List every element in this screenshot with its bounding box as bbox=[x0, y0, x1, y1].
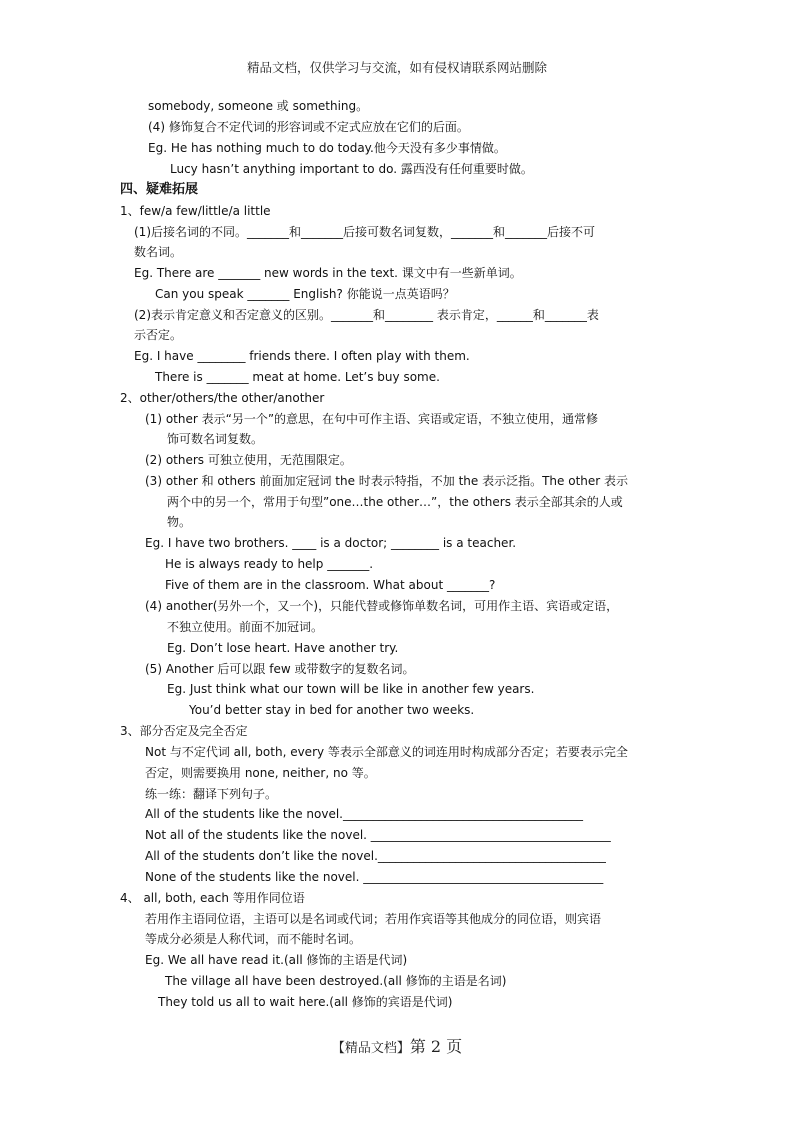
text-line: 若用作主语同位语，主语可以是名词或代词；若用作宾语等其他成分的同位语，则宾语 bbox=[145, 912, 602, 926]
subsection-heading: 1、few/a few/little/a little bbox=[120, 204, 271, 218]
text-line: Eg. Don’t lose heart. Have another try. bbox=[167, 641, 399, 655]
text-line: Eg. There are _______ new words in the text. 课文中有一些新单词。 bbox=[134, 266, 522, 280]
text-line: (3) other 和 others 前面加定冠词 the 时表示特指，不加 the 表示泛指。The other 表示 bbox=[145, 474, 629, 488]
text-line: All of the students don’t like the novel.______________________________________ bbox=[145, 849, 606, 863]
text-line: (2) others 可独立使用，无范围限定。 bbox=[145, 453, 352, 467]
text-line: (1) other 表示“另一个”的意思，在句中可作主语、宾语或定语，不独立使用，通常修 bbox=[145, 412, 599, 426]
text-line: Eg. I have ________ friends there. I often play with them. bbox=[134, 349, 470, 363]
text-line: 饰可数名词复数。 bbox=[167, 432, 264, 446]
text-line: They told us all to wait here.(all 修饰的宾语是代词) bbox=[158, 995, 453, 1009]
subsection-heading: 4、 all, both, each 等用作同位语 bbox=[120, 891, 305, 905]
text-line: Lucy hasn’t anything important to do. 露西没有任何重要时做。 bbox=[170, 162, 533, 176]
text-line: (1)后接名词的不同。_______和_______后接可数名词复数，_______和_______后接不可 bbox=[134, 225, 596, 239]
text-line: Not all of the students like the novel. ________________________________________ bbox=[145, 828, 611, 842]
text-line: (2)表示肯定意义和否定意义的区别。_______和________ 表示肯定，______和_______表 bbox=[134, 308, 599, 322]
text-line: Eg. Just think what our town will be like in another few years. bbox=[167, 682, 535, 696]
text-line: 物。 bbox=[167, 515, 192, 529]
text-line: Eg. He has nothing much to do today.他今天没有多少事情做。 bbox=[148, 141, 506, 155]
page-number: 第 2 页 bbox=[409, 1037, 463, 1056]
text-line: (5) Another 后可以跟 few 或带数字的复数名词。 bbox=[145, 662, 415, 676]
text-line: Not 与不定代词 all, both, every 等表示全部意义的词连用时构成部分否定；若要表示完全 bbox=[145, 745, 628, 759]
text-line: There is _______ meat at home. Let’s buy some. bbox=[155, 370, 440, 384]
text-line: 否定，则需要换用 none, neither, no 等。 bbox=[145, 766, 376, 780]
text-line: 练一练：翻译下列句子。 bbox=[145, 787, 278, 801]
text-line: All of the students like the novel.________________________________________ bbox=[145, 807, 583, 821]
text-line: You’d better stay in bed for another two weeks. bbox=[189, 703, 475, 717]
text-line: He is always ready to help _______. bbox=[165, 557, 374, 571]
text-line: 等成分必须是人称代词，而不能时名词。 bbox=[145, 932, 362, 946]
page-footer bbox=[0, 1034, 794, 1057]
text-line: 示否定。 bbox=[134, 328, 183, 342]
text-line: somebody, someone 或 something。 bbox=[148, 99, 369, 113]
text-line: (4) 修饰复合不定代词的形容词或不定式应放在它们的后面。 bbox=[148, 120, 469, 134]
section-heading: 四、疑难拓展 bbox=[120, 182, 199, 197]
footer-tag: 【精品文档】 bbox=[331, 1041, 410, 1056]
text-line: None of the students like the novel. ________________________________________ bbox=[145, 870, 604, 884]
page-header: 精品文档，仅供学习与交流，如有侵权请联系网站删除 bbox=[246, 60, 547, 75]
text-line: Eg. We all have read it.(all 修饰的主语是代词) bbox=[145, 953, 408, 967]
text-line: The village all have been destroyed.(all 修饰的主语是名词) bbox=[165, 974, 507, 988]
text-line: (4) another(另外一个，又一个)，只能代替或修饰单数名词，可用作主语、宾语或定语， bbox=[145, 599, 619, 613]
text-line: Five of them are in the classroom. What about _______? bbox=[165, 578, 496, 592]
text-line: 两个中的另一个，常用于句型”one…the other…”，the others 表示全部其余的人或 bbox=[167, 495, 623, 509]
text-line: 不独立使用。前面不加冠词。 bbox=[167, 620, 324, 634]
text-line: Eg. I have two brothers. ____ is a doctor; ________ is a teacher. bbox=[145, 536, 517, 550]
subsection-heading: 2、other/others/the other/another bbox=[120, 391, 325, 405]
text-line: Can you speak _______ English? 你能说一点英语吗？ bbox=[155, 287, 455, 301]
subsection-heading: 3、部分否定及完全否定 bbox=[120, 724, 248, 738]
text-line: 数名词。 bbox=[134, 245, 183, 259]
